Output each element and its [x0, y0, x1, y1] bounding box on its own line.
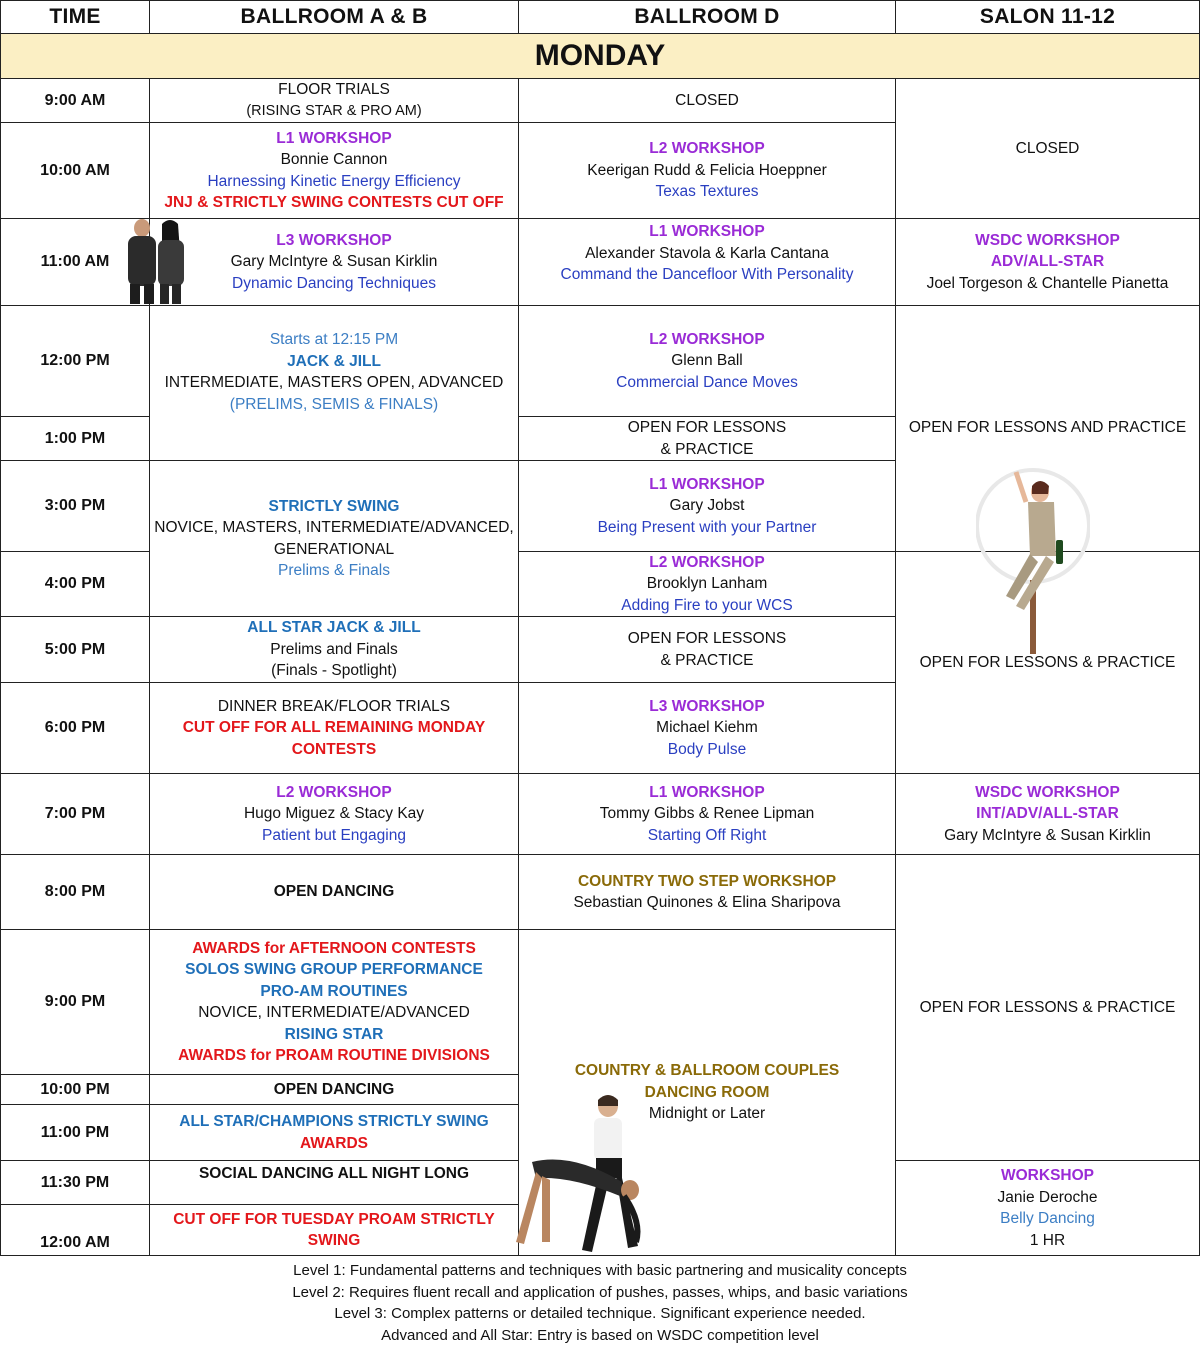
workshop-level: WORKSHOP: [1001, 1167, 1094, 1184]
workshop-topic: Commercial Dance Moves: [616, 373, 798, 391]
d-l2-workshop: [518, 122, 896, 219]
event-title: JACK & JILL: [287, 352, 381, 370]
event-title: SOLOS SWING GROUP PERFORMANCE: [185, 961, 483, 978]
divisions: GENERATIONAL: [273, 540, 395, 558]
event-title: COUNTRY & BALLROOM COUPLES: [574, 1062, 840, 1079]
workshop-level: ADV/ALL-STAR: [990, 253, 1105, 271]
instructor: Gary Jobst: [669, 497, 745, 515]
workshop-level: L2 WORKSHOP: [649, 140, 765, 158]
rounds: Prelims & Finals: [278, 562, 390, 579]
time-label: 11:00 AM: [0, 218, 150, 306]
workshop-level: L1 WORKSHOP: [649, 783, 765, 801]
divisions: NOVICE, INTERMEDIATE/ADVANCED: [198, 1004, 470, 1021]
open-label: OPEN FOR LESSONS: [627, 419, 787, 436]
ab-jack-and-jill: [149, 305, 519, 461]
ab-open-dancing: OPEN DANCING: [149, 854, 519, 930]
open-label: OPEN FOR LESSONS: [627, 630, 787, 647]
ab-open-dancing-late: OPEN DANCING: [149, 1074, 519, 1105]
duration: 1 HR: [1029, 1231, 1066, 1249]
header-ballroom-d: BALLROOM D: [518, 0, 896, 34]
time-label: 1:00 PM: [0, 416, 150, 461]
legend-advanced: Advanced and All Star: Entry is based on WSDC competition level: [381, 1326, 819, 1344]
event-title: STRICTLY SWING: [268, 497, 400, 515]
header-salon: SALON 11-12: [895, 0, 1200, 34]
time-label: 11:00 PM: [0, 1104, 150, 1161]
start-time-note: Starts at 12:15 PM: [269, 331, 399, 348]
time-label: 3:00 PM: [0, 460, 150, 552]
time-label: 9:00 AM: [0, 78, 150, 123]
time-label: 5:00 PM: [0, 616, 150, 683]
cutoff-notice: CUT OFF FOR ALL REMAINING MONDAY: [182, 719, 486, 737]
ab-cutoff-tuesday: CUT OFF FOR TUESDAY PROAM STRICTLY SWING: [149, 1204, 519, 1256]
workshop-topic: Belly Dancing: [1000, 1210, 1095, 1227]
instructor: Janie Deroche: [997, 1188, 1098, 1206]
aerial-hoop-dancer-photo: [976, 466, 1090, 654]
workshop-level: WSDC WORKSHOP: [975, 231, 1120, 249]
instructor: Alexander Stavola & Karla Cantana: [585, 244, 829, 262]
workshop-topic: Texas Textures: [655, 183, 759, 201]
instructor: Brooklyn Lanham: [646, 575, 768, 593]
ab-dinner-break: [149, 682, 519, 774]
event-title: ALL STAR JACK & JILL: [247, 619, 421, 637]
d-closed: CLOSED: [518, 78, 896, 123]
instructor: Michael Kiehm: [656, 719, 758, 737]
d-l2-workshop-noon: [518, 305, 896, 417]
divisions: NOVICE, MASTERS, INTERMEDIATE/ADVANCED,: [154, 519, 514, 536]
awards-title: AWARDS: [299, 1134, 369, 1152]
workshop-level: L1 WORKSHOP: [276, 129, 392, 147]
d-l1-workshop: [518, 218, 896, 306]
time-label: 11:30 PM: [0, 1160, 150, 1205]
divisions: INTERMEDIATE, MASTERS OPEN, ADVANCED: [164, 374, 504, 391]
open-label: OPEN FOR LESSONS & PRACTICE: [919, 654, 1176, 671]
ab-strictly-swing: [149, 460, 519, 617]
level-legend: [0, 1256, 1200, 1350]
workshop-topic: Harnessing Kinetic Energy Efficiency: [207, 172, 461, 190]
open-label: & PRACTICE: [660, 651, 754, 669]
open-label: & PRACTICE: [660, 440, 754, 458]
d-l2-workshop-afternoon: [518, 551, 896, 617]
time-label: 12:00 PM: [0, 305, 150, 417]
header-ballroom-ab: BALLROOM A & B: [149, 0, 519, 34]
d-l3-workshop: [518, 682, 896, 774]
workshop-topic: Being Present with your Partner: [597, 518, 817, 536]
salon-wsdc-workshop-evening: [895, 773, 1200, 855]
workshop-level: L1 WORKSHOP: [649, 475, 765, 493]
salon-workshop: [895, 1160, 1200, 1256]
d-open-lessons: [518, 416, 896, 461]
workshop-level: L1 WORKSHOP: [649, 223, 765, 240]
ab-all-star-jack-and-jill: [149, 616, 519, 683]
time-label: 12:00 AM: [0, 1204, 150, 1256]
open-label: OPEN FOR LESSONS AND PRACTICE: [908, 419, 1187, 436]
awards-title: AWARDS for AFTERNOON CONTESTS: [192, 939, 476, 957]
legend-level-2: Level 2: Requires fluent recall and application of pushes, passes, whips, and basic variations: [292, 1283, 908, 1301]
time-label: 8:00 PM: [0, 854, 150, 930]
workshop-level: L3 WORKSHOP: [276, 231, 392, 249]
event-title: DINNER BREAK/FLOOR TRIALS: [217, 697, 451, 715]
workshop-level: L3 WORKSHOP: [649, 697, 765, 715]
d-open-lessons-evening: [518, 616, 896, 683]
ab-social-dancing: SOCIAL DANCING ALL NIGHT LONG: [149, 1160, 519, 1205]
instructor: Hugo Miguez & Stacy Kay: [243, 805, 425, 823]
event-title: ALL STAR/CHAMPIONS STRICTLY SWING: [179, 1113, 489, 1130]
workshop-topic: Command the Dancefloor With Personality: [560, 266, 854, 283]
workshop-level: COUNTRY TWO STEP WORKSHOP: [577, 872, 837, 890]
workshop-topic: Patient but Engaging: [262, 826, 406, 844]
workshop-topic: Adding Fire to your WCS: [621, 596, 793, 614]
awards-title: AWARDS for PROAM ROUTINE DIVISIONS: [178, 1047, 490, 1064]
workshop-topic: Dynamic Dancing Techniques: [232, 274, 436, 292]
day-banner: MONDAY: [0, 33, 1200, 79]
d-l1-workshop-afternoon: [518, 460, 896, 552]
workshop-topic: Starting Off Right: [647, 826, 767, 844]
ab-l1-workshop: [149, 122, 519, 219]
instructor: Bonnie Cannon: [280, 151, 388, 168]
salon-open-lessons-night: OPEN FOR LESSONS & PRACTICE: [895, 854, 1200, 1161]
time-label: 4:00 PM: [0, 551, 150, 617]
event-note: Midnight or Later: [648, 1105, 766, 1122]
legend-level-1: Level 1: Fundamental patterns and techniques with basic partnering and musicality concepts: [293, 1262, 907, 1279]
time-label: 10:00 PM: [0, 1074, 150, 1105]
salon-wsdc-workshop: [895, 218, 1200, 306]
instructor: Tommy Gibbs & Renee Lipman: [599, 805, 815, 823]
salon-closed: CLOSED: [895, 78, 1200, 219]
time-label: 10:00 AM: [0, 122, 150, 219]
workshop-level: L2 WORKSHOP: [649, 553, 765, 571]
instructor: Sebastian Quinones & Elina Sharipova: [573, 894, 841, 911]
event-title: RISING STAR: [284, 1025, 384, 1043]
time-label: 6:00 PM: [0, 682, 150, 774]
instructor: Gary McIntyre & Susan Kirklin: [230, 253, 438, 271]
workshop-level: L2 WORKSHOP: [649, 330, 765, 348]
event-note: (RISING STAR & PRO AM): [246, 102, 422, 119]
rounds: (PRELIMS, SEMIS & FINALS): [229, 395, 439, 413]
d-country-two-step: [518, 854, 896, 930]
d-l1-workshop-evening: [518, 773, 896, 855]
instructor: Glenn Ball: [671, 352, 743, 370]
rounds: Prelims and Finals: [270, 640, 398, 658]
event-title: PRO-AM ROUTINES: [260, 982, 408, 1000]
event-title: FLOOR TRIALS: [278, 81, 390, 98]
instructor: Gary McIntyre & Susan Kirklin: [944, 826, 1151, 844]
cutoff-notice: JNJ & STRICTLY SWING CONTESTS CUT OFF: [164, 194, 504, 211]
header-time: TIME: [0, 0, 150, 34]
couple-photo: [120, 216, 194, 304]
workshop-level: WSDC WORKSHOP: [975, 783, 1120, 801]
workshop-level: L2 WORKSHOP: [276, 783, 392, 801]
ballroom-dancers-photo: [512, 1092, 658, 1254]
ab-floor-trials: [149, 78, 519, 123]
time-label: 7:00 PM: [0, 773, 150, 855]
cutoff-notice: CONTESTS: [291, 740, 377, 758]
instructor: Keerigan Rudd & Felicia Hoeppner: [587, 161, 827, 179]
time-label: 9:00 PM: [0, 929, 150, 1075]
ab-l3-workshop: [149, 218, 519, 306]
workshop-topic: Body Pulse: [667, 740, 747, 758]
workshop-level: INT/ADV/ALL-STAR: [976, 805, 1119, 823]
ab-awards: [149, 929, 519, 1075]
ab-champions: [149, 1104, 519, 1161]
legend-level-3: Level 3: Complex patterns or detailed technique. Significant experience needed.: [334, 1305, 866, 1322]
event-note: (Finals - Spotlight): [271, 662, 397, 680]
instructor: Joel Torgeson & Chantelle Pianetta: [926, 274, 1169, 292]
ab-l2-workshop: [149, 773, 519, 855]
event-title: DANCING ROOM: [644, 1083, 770, 1101]
